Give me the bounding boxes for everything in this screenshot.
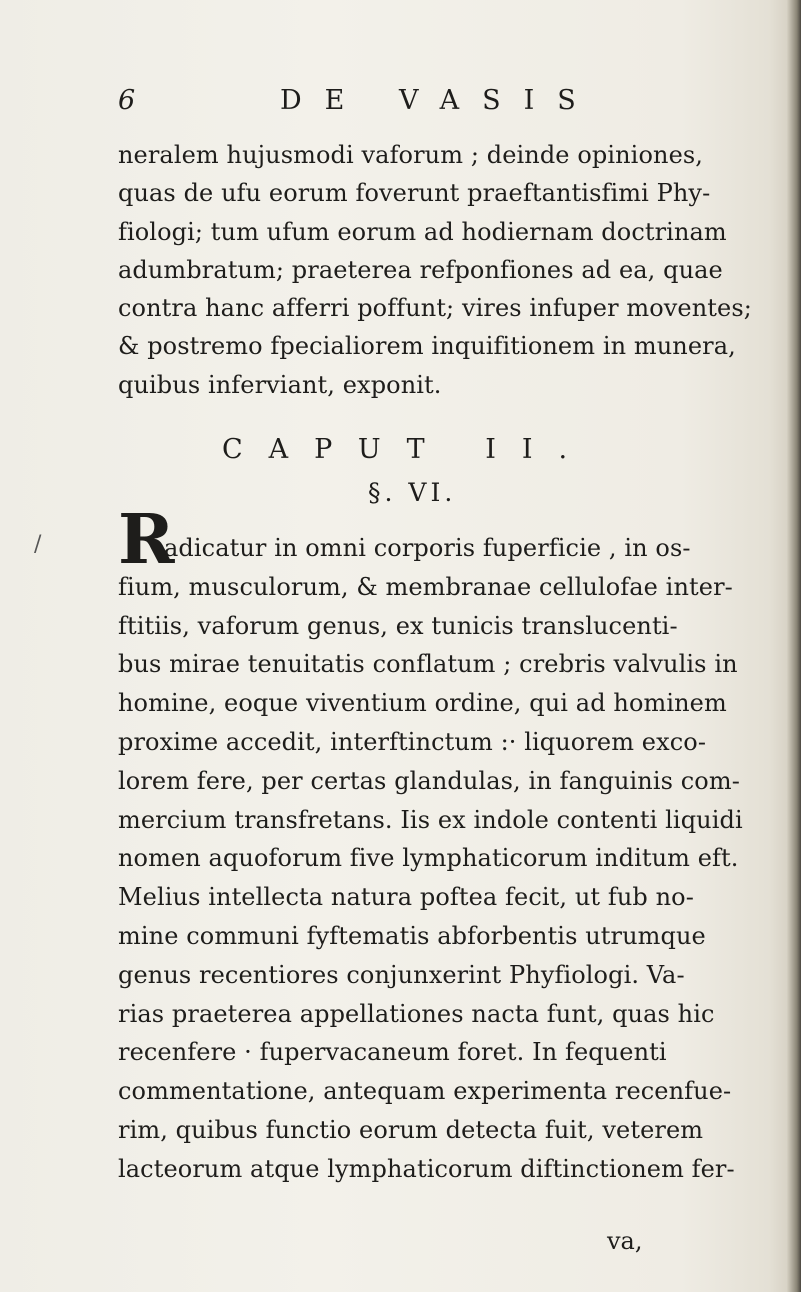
text-line: Melius intellecta natura poftea fecit, ut fub no-	[118, 883, 694, 912]
first-line-text: adicatur in omni corporis fuperficie , in os-	[164, 534, 691, 562]
text-line	[118, 529, 691, 568]
text-line: ftitiis, vaforum genus, ex tunicis translucenti-	[118, 611, 678, 640]
text-line: quibus inferviant, exponit.	[118, 370, 442, 399]
text-line: rim, quibus functio eorum detecta fuit, veterem	[118, 1115, 704, 1144]
chapter-heading: CAPUT II.	[222, 434, 594, 465]
text-line: rias praeterea appellationes nacta funt, quas hic	[118, 999, 715, 1028]
section-heading: §. VI.	[368, 478, 457, 507]
drop-cap: R	[118, 500, 175, 580]
text-line: quas de ufu eorum foverunt praeftantisfimi Phy-	[118, 179, 711, 208]
text-line: recenfere · fupervacaneum foret. In fequenti	[118, 1038, 667, 1067]
catchword: va,	[607, 1227, 643, 1255]
margin-mark: /	[34, 532, 42, 557]
page-edge-shadow	[787, 0, 801, 1292]
text-line: bus mirae tenuitatis conflatum ; crebris valvulis in	[118, 650, 738, 679]
text-line: mercium transfretans. Iis ex indole contenti liquidi	[118, 805, 743, 834]
text-line: lorem fere, per certas glandulas, in fanguinis com-	[118, 766, 740, 795]
text-line: genus recentiores conjunxerint Phyfiologi. Va-	[118, 960, 685, 989]
intro-paragraph	[118, 136, 752, 404]
text-line: adumbratum; praeterea refponfiones ad ea, quae	[118, 255, 723, 284]
text-line: nomen aquoforum five lymphaticorum inditum eft.	[118, 844, 739, 873]
page-number: 6	[118, 85, 136, 116]
text-line: fiologi; tum ufum eorum ad hodiernam doctrinam	[118, 217, 727, 246]
running-title: DE VASIS	[280, 85, 599, 116]
text-line: neralem hujusmodi vaforum ; deinde opiniones,	[118, 141, 704, 169]
body-paragraph	[118, 529, 743, 1189]
text-line: homine, eoque viventium ordine, qui ad hominem	[118, 689, 727, 718]
text-line: proxime accedit, interftinctum :· liquorem exco-	[118, 727, 707, 756]
text-line: fium, musculorum, & membranae cellulofae inter-	[118, 572, 733, 601]
text-line: lacteorum atque lymphaticorum diftinctionem fer-	[118, 1154, 735, 1183]
text-line: contra hanc afferri poffunt; vires infuper moventes;	[118, 294, 752, 323]
text-line: mine communi fyftematis abforbentis utrumque	[118, 921, 706, 950]
text-line: commentatione, antequam experimenta recenfue-	[118, 1077, 732, 1106]
running-header	[118, 85, 599, 125]
text-line: & postremo fpecialiorem inquifitionem in munera,	[118, 332, 736, 361]
